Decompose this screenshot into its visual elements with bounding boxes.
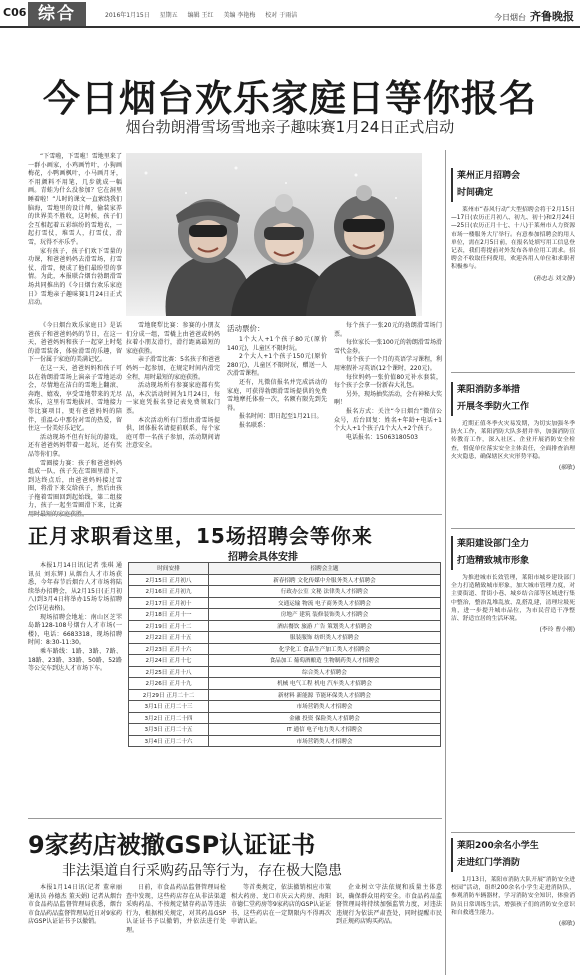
table-cell: 3月3日 正月二十五	[129, 724, 209, 736]
table-row	[129, 586, 441, 598]
story-paragraph: 报名联系：	[239, 421, 270, 429]
jobs-headline: 正月求职看这里，15场招聘会等你来	[28, 524, 373, 548]
story-paragraph: 活动现场所有参赛家庭都有奖品，本次活动时间为1月24日，每一家庭凭报名登记表免费领取门票。	[126, 382, 220, 415]
brief-author: (郝敏)	[558, 465, 575, 472]
table-row	[129, 701, 441, 713]
brief-laizhou-jobfair	[451, 168, 575, 366]
story-col3	[334, 322, 442, 512]
proofreader: 校对 于雨洁	[265, 12, 298, 19]
table-row	[129, 620, 441, 632]
brief-author: (李玲 曹小刚)	[539, 627, 575, 634]
table-cell: 2月23日 正月十六	[129, 643, 209, 655]
kids-snow-photo	[126, 153, 422, 316]
table-row	[129, 666, 441, 678]
table-row	[129, 678, 441, 690]
main-headline: 今日烟台欢乐家庭日等你报名	[43, 77, 537, 120]
story-paragraph: “下雪啦，下雪啦！雪地里来了一群小画家，小鸡画竹叶，小狗画梅花，小鸭画枫叶，小马画月牙，不用颜料不用笔，几步就成一幅画。青蛙为什么没参加？它在洞里睡着啦！”儿时的课文一直萦绕我们脑海，雪地里的设计师，偷装家养的世界美不胜收，这时候，孩子们会互相起着五彩缤纷的雪地衣，一起打雪仗，堆雪人，打雪仗，滑雪，玩得不亦乐乎。	[28, 153, 122, 246]
story-paragraph: 乘车路线：1路、3路、7路、18路、23路、33路、50路、52路等公交车到达人才市场下车。	[28, 647, 122, 673]
paper-logo: 齐鲁晚报	[530, 10, 574, 23]
story-paragraph: 等首类规定，依法撤销相应市策相大药房、龙口市庆云大药房、海阳市德仁堂药房等9家药店的GSP认证证书，这些药店在一定期限内不得再次申请认证。	[231, 884, 331, 926]
issue-meta	[105, 10, 305, 19]
brief-body: 近期正值冬季火灾易发期，为切实加强冬季防火工作，莱阳消防大队多措并举，加强消防宣传教育工作，深入社区、企业开展消防安全检查，督促单位落实安全主体责任，全面排查治理火灾隐患，确保辖区火灾形势平稳。	[451, 421, 575, 460]
table-header-row	[129, 563, 441, 575]
section-label: 综合	[28, 2, 86, 26]
table-cell: 房地产 建筑 装修装饰类人才招聘会	[209, 609, 441, 621]
table-cell: 3月4日 正月二十六	[129, 735, 209, 747]
table-header: 时间安排	[129, 563, 209, 575]
table-header: 招聘会主题	[209, 563, 441, 575]
table-cell: 市场营销类人才招聘会	[209, 735, 441, 747]
table-cell: 新材料 新能源 节能环保类人才招聘会	[209, 689, 441, 701]
table-row	[129, 735, 441, 747]
story-paragraph: 在这一天，爸爸妈妈和孩子可以在勃朗滑雪场上演亲子雪地运动会，尽情地在洁白的雪地上翻滚、奔跑、嬉戏，享受雪地带来的无尽欢乐，这里有雪地拔河、雪地接力等比赛项目，更有爸爸妈妈的陪伴，重温心中那份对雪的热爱，留住这一份美好乐记忆。	[28, 364, 122, 433]
table-row	[129, 609, 441, 621]
brief-author: (郝敏)	[558, 921, 575, 928]
table-cell: 2月17日 正月初十	[129, 597, 209, 609]
story-paragraph: 亲子滑雪比赛：5名孩子和爸爸妈妈一起参加，在规定时间内滑完全程，用时最短的家庭获胜。	[126, 356, 220, 381]
table-cell: 交通运输 物流 电子商务类人才招聘会	[209, 597, 441, 609]
story-paragraph: 每个孩子一张20元的勃朗滑雪场门票。	[334, 322, 442, 338]
brief-laiyang-fire	[451, 382, 575, 522]
story-paragraph: 本报1月14日讯(记者 董章丽 通讯员 孙德杰 董天娟) 记者从烟台市食品药品监督管理局获悉，烟台市食品药品监督管理局近日对9家药店GSP认证证书予以撤销。	[28, 884, 122, 926]
paper-name	[494, 8, 574, 24]
issue-weekday: 星期五	[159, 12, 178, 19]
page-header	[0, 0, 580, 28]
story-paragraph: 日前，市食品药品监督管理局检查中发现，这些药店存在从非法渠道采购药品、不按规定储存药品等违法行为，根据相关规定，对其药品GSP认证证书予以撤销，并依法进行处理。	[126, 884, 226, 934]
table-cell: 2月25日 正月十八	[129, 666, 209, 678]
divider	[451, 832, 575, 833]
table-row	[129, 643, 441, 655]
brief-body: 莱州市“春风行动”大型招聘会将于2月15日—17日(农历正月初八、初九、初十)和2月24日—25日(农历正月十七、十八)于莱州市人力资源市场一楼服务大厅举行。有意参加招聘会的用人单位，需在2月5日前，在报名处填写用工信息登记表，我们将提前对外发布各单位用工需求。招聘会不收取任何费用，欢迎各用人单位和求职者积极参与。	[451, 207, 575, 271]
table-cell: 2月18日 正月十一	[129, 609, 209, 621]
table-row	[129, 724, 441, 736]
table-cell: 3月2日 正月二十四	[129, 712, 209, 724]
story-paragraph: 本报1月14日讯(记者 张琪 通讯员 刘东辉) 从烟台人才市场获悉，今年春节后烟台人才市场将陆续举办招聘会，从2月15日(正月初八)到3月4日将举办15场专场招聘会(详见表格)。	[28, 562, 122, 612]
gsp-col1	[28, 884, 122, 972]
gsp-col2	[126, 884, 226, 972]
jobs-table-caption: 招聘会具体安排	[228, 552, 298, 563]
brief-title: 莱阳建设部门全力 打造精致城市形象	[451, 536, 575, 570]
table-row	[129, 712, 441, 724]
art-editor: 美编 李艳梅	[223, 12, 256, 19]
table-cell: 2月26日 正月十九	[129, 678, 209, 690]
story-paragraph: 活动现场不但有好玩的游戏，还有爸爸妈妈带着一起玩，还有奖品等你们拿。	[28, 433, 122, 458]
table-cell: 2月24日 正月十七	[129, 655, 209, 667]
table-cell: 化学化工 食品生产加工类人才招聘会	[209, 643, 441, 655]
editor: 编辑 王红	[187, 12, 214, 19]
table-cell: 机械 电气工程 机电 汽车类人才招聘会	[209, 678, 441, 690]
table-row	[129, 574, 441, 586]
story-paragraph: 1个大人+1个孩子80元(原价140元)，儿童区不限时玩。	[227, 336, 327, 352]
main-subhead: 烟台勃朗滑雪场雪地亲子趣味赛1月24日正式启动	[125, 118, 455, 136]
story-paragraph: 每位妈妈一张价值80元补水套装，每个孩子会拿一份新春大礼包。	[334, 373, 442, 390]
table-cell: 2月16日 正月初九	[129, 586, 209, 598]
brief-laiyang-students	[451, 838, 575, 972]
story-paragraph: 报名时间：即日起至1月21日。	[239, 413, 323, 421]
table-cell: 2月22日 正月十五	[129, 632, 209, 644]
page-number: C06	[3, 6, 27, 19]
story-paragraph: 企业树立守法依规和质量主体意识，确保群众用药安全。市食品药品监督管理局将持续加强监管力度，对违法违规行为依法严肃查处，同时提醒市民到正规药店购买药品。	[336, 884, 442, 926]
story-col1b	[28, 322, 122, 512]
story-paragraph: 2个大人+1个孩子150元(原价280元)，儿童区不限时玩，赠送一人次滑雪课程。	[227, 353, 327, 378]
table-cell: IT 通信 电子电力类人才招聘会	[209, 724, 441, 736]
gsp-col4	[336, 884, 442, 972]
table-row	[129, 597, 441, 609]
brief-author: (孙忠志 刘文静)	[533, 275, 575, 282]
table-row	[129, 689, 441, 701]
table-row	[129, 655, 441, 667]
story-paragraph: 雪地爬犁比赛：参赛的小朋友们分成一组，雪橇上由爸爸或妈妈拉着小朋友滑行，滑行距离最短的家庭获胜。	[126, 322, 220, 355]
story-col2	[227, 322, 327, 512]
brief-body: 1月13日，莱阳市消防大队开展“消防安全进校园”活动，组织200余名小学生走进消防队，参观消防车辆器材，学习消防安全知识，体验消防员日常训练生活，增强孩子们的消防安全意识和自救逃生能力。	[451, 877, 575, 916]
story-paragraph: 家有孩子，孩子们欢下雪量的功课，和爸爸妈妈去滑雪场，打雪仗、滑雪，便成了他们最盼望的事情。为此，本报联合烟台勃朗滑雪场共同推出的《今日烟台欢乐家庭日》雪地亲子趣味赛1月24日正式启动。	[28, 247, 122, 307]
story-paragraph: 每个孩子一个月的英语学习课程，利用寒假补习英语(12个课时，220元)。	[334, 356, 443, 372]
jobs-lead	[28, 562, 122, 817]
table-cell: 酒店餐饮 旅游 广告 策划类人才招聘会	[209, 620, 441, 632]
story-paragraph: 还有，凡微信报名并完成活动的家庭，可获得勃朗滑雪场提供的免费雪地摩托体验一次，名额有限先到先得。	[227, 378, 327, 412]
divider	[451, 372, 575, 373]
jobs-table	[128, 562, 441, 747]
brief-title: 莱阳200余名小学生 走进红门学消防	[451, 838, 575, 872]
table-cell: 行政办公室 文秘 法律类人才招聘会	[209, 586, 441, 598]
story-paragraph: 本次活动所有门票由滑雪场提供，团体报名请提前联系，每个家庭可带一名孩子参加，活动期间请注意安全。	[126, 416, 220, 450]
story-paragraph: 雪圈接力赛：孩子和爸爸妈妈组成一队，孩子先在雪圈里滑下，到达终点后，由爸爸妈妈接过雪圈，将滑下来交给孩子，然后由孩子拖着雪圈回到起始线，第二组接力，孩子一起坐雪圈滑下来，比赛	[28, 459, 122, 510]
paper-edition: 今日烟台	[494, 13, 526, 22]
story-paragraph: 每位家长一张100元的勃朗滑雪场滑雪代金券。	[334, 339, 442, 355]
column-rule	[445, 150, 446, 975]
table-cell: 新春招聘 文化传媒中介服务类人才招聘会	[209, 574, 441, 586]
photo-image	[126, 153, 422, 316]
divider	[28, 514, 442, 515]
table-cell: 3月1日 正月二十三	[129, 701, 209, 713]
issue-date: 2016年1月15日	[105, 12, 150, 19]
gsp-col3	[231, 884, 331, 972]
story-paragraph: 另外，现场抽奖活动，会有神秘大奖啊！	[334, 390, 443, 407]
story-col1	[28, 153, 122, 321]
table-cell: 综合类人才招聘会	[209, 666, 441, 678]
divider	[28, 818, 442, 819]
table-cell: 服装服饰 纺织类人才招聘会	[209, 632, 441, 644]
price-label: 活动票价：	[227, 324, 265, 333]
story-paragraph: 《今日烟台欢乐家庭日》是话爸孩子和爸爸妈妈的节日，在这一天，爸爸妈妈和孩子一起穿上时髦的滑雪装备，体验滑雪的乐趣，留下一份属于家庭的美满记忆。	[28, 322, 122, 364]
brief-laiyang-city	[451, 536, 575, 828]
gsp-headline: 9家药店被撤GSP认证证书	[28, 831, 316, 859]
table-cell: 2月29日 正月二十二	[129, 689, 209, 701]
table-cell: 2月15日 正月初八	[129, 574, 209, 586]
contact-phone: 电话报名：15063180503	[346, 433, 418, 441]
gsp-subhead: 非法渠道自行采购药品等行为，存在极大隐患	[62, 863, 342, 879]
table-cell: 市场营销类人才招聘会	[209, 701, 441, 713]
story-col1c	[126, 322, 220, 512]
table-cell: 食品加工 葡萄酒酿造 生物制药类人才招聘会	[209, 655, 441, 667]
story-paragraph: 报名方式：关注“今日烟台”微信公众号，后台回复：姓名+年龄+电话+1个大人+1个孩子/1个大人+2个孩子。	[334, 407, 442, 433]
brief-body: 为推进城市长效管理，莱阳市城乡建设部门全力打造精致城市形象，加大城市管理力度，对主要街道、背街小巷、城乡结合部等区域进行集中整治，整治乱堆乱放、乱搭乱建，清理垃圾死角，进一步提升城市品位，为市民营造干净整洁、舒适宜居的生活环境。	[451, 575, 575, 623]
brief-title: 莱阳消防多举措 开展冬季防火工作	[451, 382, 575, 416]
table-cell: 2月19日 正月十二	[129, 620, 209, 632]
brief-title: 莱州正月招聘会 时间确定	[451, 168, 575, 202]
table-row	[129, 632, 441, 644]
story-paragraph: 现场招聘会地址：南山区芝罘岛路128-108号烟台人才市场(一楼)，电话：6683318，现场招聘时间：8:30-11:30。	[28, 613, 122, 647]
table-cell: 金融 投资 保险类人才招聘会	[209, 712, 441, 724]
divider	[451, 528, 575, 529]
